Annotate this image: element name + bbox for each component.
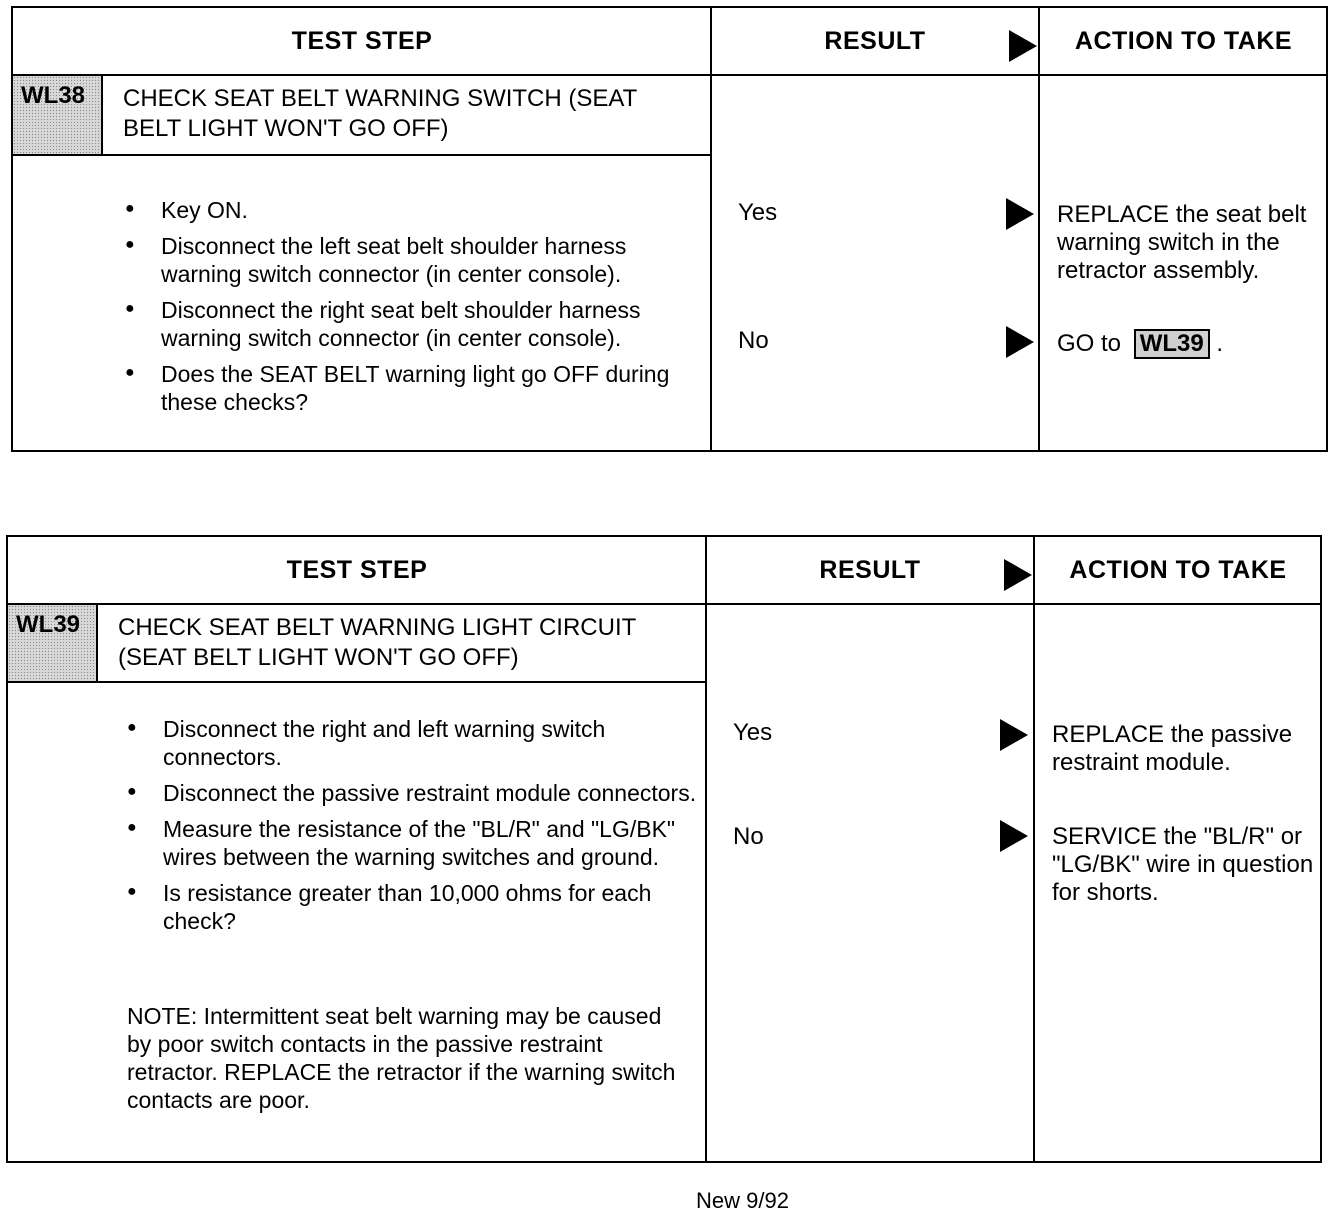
header-result-label: RESULT <box>819 555 921 584</box>
goto-step-link[interactable]: WL39 <box>1134 329 1210 359</box>
no-arrow-icon <box>1006 326 1034 358</box>
step-title-row <box>13 76 711 156</box>
test-table-wl39 <box>6 535 1322 1163</box>
header-test-step: TEST STEP <box>8 537 706 605</box>
header-action: ACTION TO TAKE <box>1034 537 1322 605</box>
action-yes: REPLACE the passive restraint module. <box>1052 721 1293 776</box>
note-text: NOTE: Intermittent seat belt warning may be caused by poor switch contacts in the passive restraint retractor. REPLACE the retractor if the warning switch contacts are poor. <box>127 1003 676 1113</box>
yes-arrow-icon <box>1000 719 1028 751</box>
step-title <box>118 613 636 673</box>
footer-date: New 9/92 <box>696 1188 789 1213</box>
step-list <box>127 715 702 943</box>
step-title-line: (SEAT BELT LIGHT WON'T GO OFF) <box>118 644 519 671</box>
header-arrow-icon <box>1004 559 1032 591</box>
result-no: No <box>738 327 769 354</box>
list-item: ● Disconnect the right and left warning switch connectors. <box>127 715 702 771</box>
list-item: ● Disconnect the left seat belt shoulder harness warning switch connector (in center console). <box>125 232 710 288</box>
step-title-line: BELT LIGHT WON'T GO OFF) <box>123 115 449 142</box>
list-item: ● Is resistance greater than 10,000 ohms for each check? <box>127 879 702 935</box>
no-arrow-icon <box>1000 820 1028 852</box>
header-result <box>706 537 1034 605</box>
action-yes: REPLACE the seat belt warning switch in the retractor assembly. <box>1057 201 1307 284</box>
action-no <box>1057 329 1223 359</box>
step-title-line: CHECK SEAT BELT WARNING SWITCH (SEAT <box>123 85 638 112</box>
list-item: ● Disconnect the passive restraint module connectors. <box>127 779 702 807</box>
header-action: ACTION TO TAKE <box>1039 8 1328 76</box>
step-title-line: CHECK SEAT BELT WARNING LIGHT CIRCUIT <box>118 614 637 641</box>
step-list <box>125 196 710 424</box>
divider <box>1038 8 1040 450</box>
list-item: ● Key ON. <box>125 196 710 224</box>
list-item: ● Disconnect the right seat belt shoulder harness warning switch connector (in center console). <box>125 296 710 352</box>
result-yes: Yes <box>738 199 778 226</box>
list-item: ● Does the SEAT BELT warning light go OFF during these checks? <box>125 360 710 416</box>
step-code-badge: WL39 <box>8 605 98 681</box>
action-no: SERVICE the "BL/R" or "LG/BK" wire in question for shorts. <box>1052 823 1314 906</box>
yes-arrow-icon <box>1006 198 1034 230</box>
test-table-wl38 <box>11 6 1328 452</box>
header-result <box>711 8 1039 76</box>
result-no: No <box>733 823 764 850</box>
result-yes: Yes <box>733 719 773 746</box>
step-title-row <box>8 605 706 683</box>
list-item: ● Measure the resistance of the "BL/R" and "LG/BK" wires between the warning switches and ground. <box>127 815 702 871</box>
action-no-text: GO to <box>1057 330 1122 357</box>
divider <box>710 8 712 450</box>
action-no-suffix: . <box>1216 330 1224 357</box>
divider <box>1033 537 1035 1161</box>
header-test-step: TEST STEP <box>13 8 711 76</box>
header-arrow-icon <box>1009 30 1037 62</box>
step-code-badge: WL38 <box>13 76 103 154</box>
step-title <box>123 84 637 144</box>
header-result-label: RESULT <box>824 26 926 55</box>
